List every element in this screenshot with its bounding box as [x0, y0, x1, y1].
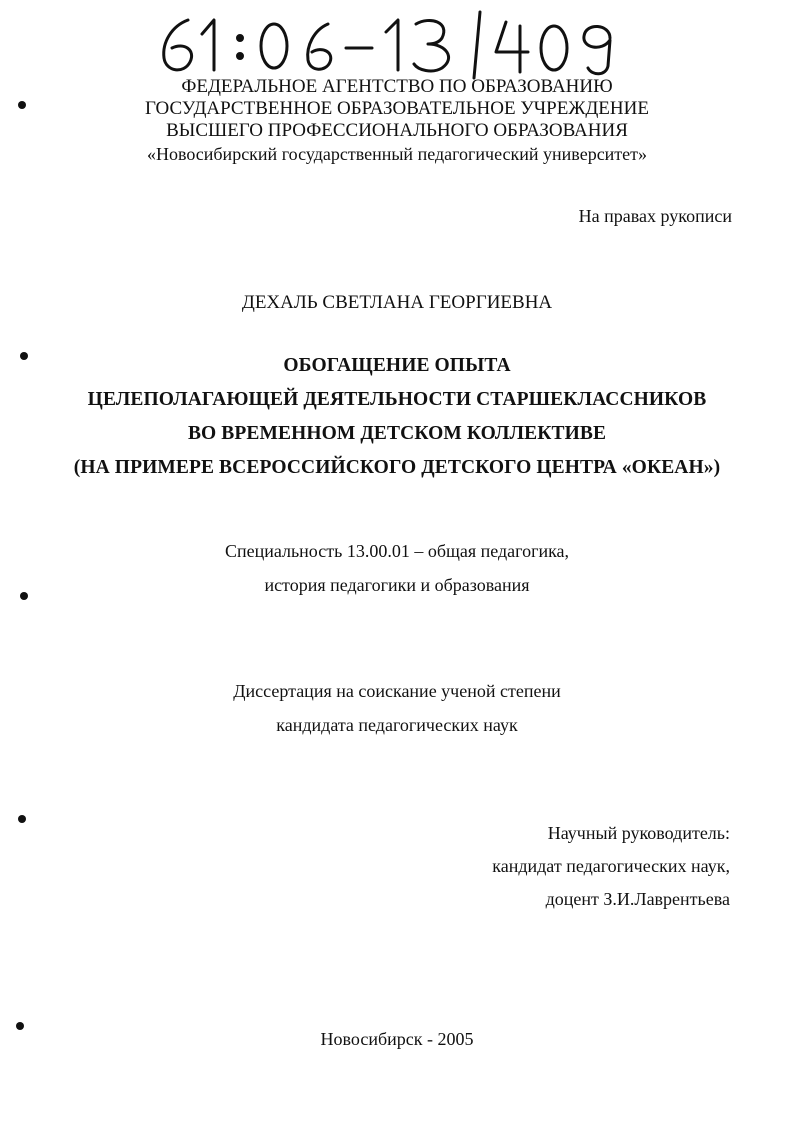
supervisor-degree: кандидат педагогических наук, [492, 856, 730, 876]
specialty-line-1: Специальность 13.00.01 – общая педагогика, [224, 541, 570, 561]
binding-dot [18, 815, 26, 823]
degree-line-2: кандидата педагогических наук [276, 715, 518, 735]
title-line-4: (НА ПРИМЕРЕ ВСЕРОССИЙСКОГО ДЕТСКОГО ЦЕНТРА «ОКЕАН») [73, 457, 721, 478]
title-line-1: ОБОГАЩЕНИЕ ОПЫТА [283, 355, 511, 376]
binding-dot [20, 352, 28, 360]
supervisor-label: Научный руководитель: [547, 823, 730, 843]
binding-dot [18, 101, 26, 109]
binding-dot [20, 592, 28, 600]
degree-line-1: Диссертация на соискание ученой степени [233, 681, 561, 701]
footer-city-year: Новосибирск - 2005 [320, 1029, 474, 1049]
title-line-2: ЦЕЛЕПОЛАГАЮЩЕЙ ДЕЯТЕЛЬНОСТИ СТАРШЕКЛАССНИКОВ [87, 389, 707, 410]
author-name: ДЕХАЛЬ СВЕТЛАНА ГЕОРГИЕВНА [241, 292, 553, 313]
supervisor-name: доцент З.И.Лаврентьева [545, 889, 730, 909]
header-university: «Новосибирский государственный педагогический университет» [146, 144, 648, 164]
header-agency: ФЕДЕРАЛЬНОЕ АГЕНТСТВО ПО ОБРАЗОВАНИЮ [181, 76, 613, 97]
specialty-line-2: история педагогики и образования [264, 575, 530, 595]
title-line-3: ВО ВРЕМЕННОМ ДЕТСКОМ КОЛЛЕКТИВЕ [187, 423, 607, 444]
binding-dot [16, 1022, 24, 1030]
manuscript-note: На правах рукописи [578, 206, 732, 226]
handwritten-archive-code [150, 8, 630, 80]
header-institution-type: ГОСУДАРСТВЕННОЕ ОБРАЗОВАТЕЛЬНОЕ УЧРЕЖДЕНИЕ [145, 98, 649, 119]
header-institution-level: ВЫСШЕГО ПРОФЕССИОНАЛЬНОГО ОБРАЗОВАНИЯ [166, 120, 628, 141]
